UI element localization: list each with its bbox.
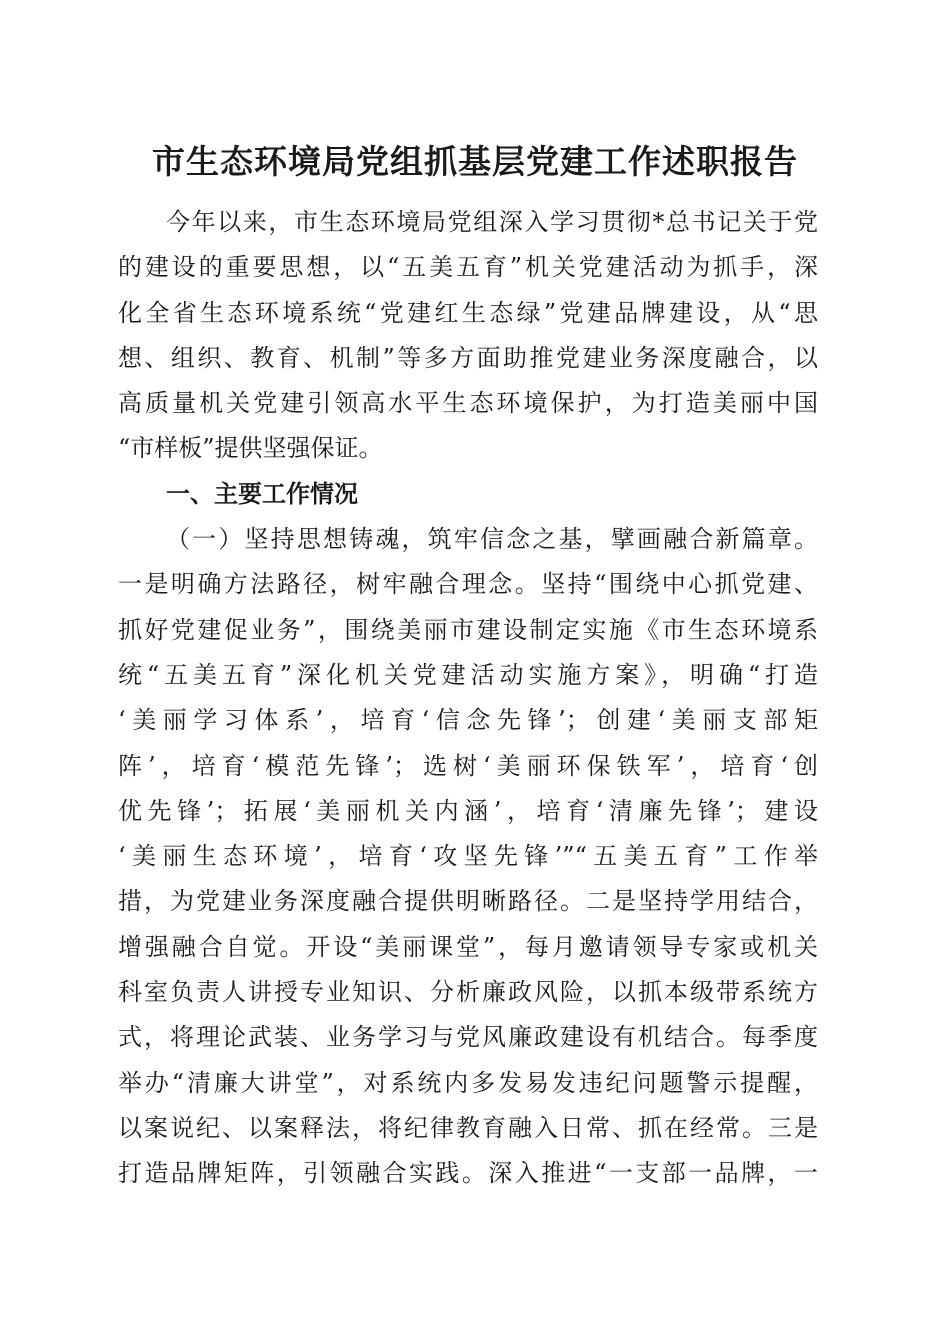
intro-line: 想、组织、教育、机制”等多方面助推党建业务深度融合，以 (118, 343, 818, 372)
page-title: 市生态环境局党组抓基层党建工作述职报告 (152, 142, 798, 181)
section-line: 措，为党建业务深度融合提供明晰路径。二是坚持学用结合， (118, 887, 818, 916)
section-line: （一）坚持思想铸魂，筑牢信念之基，擘画融合新篇章。 (166, 525, 818, 554)
intro-line: 的建设的重要思想，以“五美五育”机关党建活动为抓手，深 (118, 253, 818, 282)
intro-line: 化全省生态环境系统“党建红生态绿”党建品牌建设，从“思 (118, 298, 818, 327)
section-line: 抓好党建促业务”，围绕美丽市建设制定实施《市生态环境系 (118, 615, 818, 644)
section-line: 统“五美五育”深化机关党建活动实施方案》，明确“打造 (118, 660, 818, 689)
section-line: 增强融合自觉。开设“美丽课堂”，每月邀请领导专家或机关 (118, 932, 818, 961)
intro-line: 今年以来，市生态环境局党组深入学习贯彻*总书记关于党 (166, 208, 818, 236)
intro-line: “市样板”提供坚强保证。 (118, 434, 383, 463)
section-line: ‘美丽生态环境’，培育‘攻坚先锋’”“五美五育”工作举 (118, 842, 818, 871)
section-line: 阵’，培育‘模范先锋’；选树‘美丽环保铁军’，培育‘创 (118, 751, 818, 780)
section-heading: 一、主要工作情况 (166, 479, 358, 508)
section-line: 举办“清廉大讲堂”，对系统内多发易发违纪问题警示提醒， (118, 1068, 818, 1097)
section-line: 式，将理论武装、业务学习与党风廉政建设有机结合。每季度 (118, 1023, 818, 1052)
section-line: 优先锋’；拓展‘美丽机关内涵’，培育‘清廉先锋’；建设 (118, 796, 818, 825)
section-line: 一是明确方法路径，树牢融合理念。坚持“围绕中心抓党建、 (118, 570, 818, 599)
section-line: 科室负责人讲授专业知识、分析廉政风险，以抓本级带系统方 (118, 978, 818, 1007)
section-line: ‘美丽学习体系’，培育‘信念先锋’；创建‘美丽支部矩 (118, 706, 818, 735)
intro-line: 高质量机关党建引领高水平生态环境保护，为打造美丽中国 (118, 389, 818, 418)
document-body (118, 200, 818, 1197)
section-line: 以案说纪、以案释法，将纪律教育融入日常、抓在经常。三是 (118, 1113, 818, 1142)
section-line: 打造品牌矩阵，引领融合实践。深入推进“一支部一品牌，一 (118, 1159, 818, 1188)
